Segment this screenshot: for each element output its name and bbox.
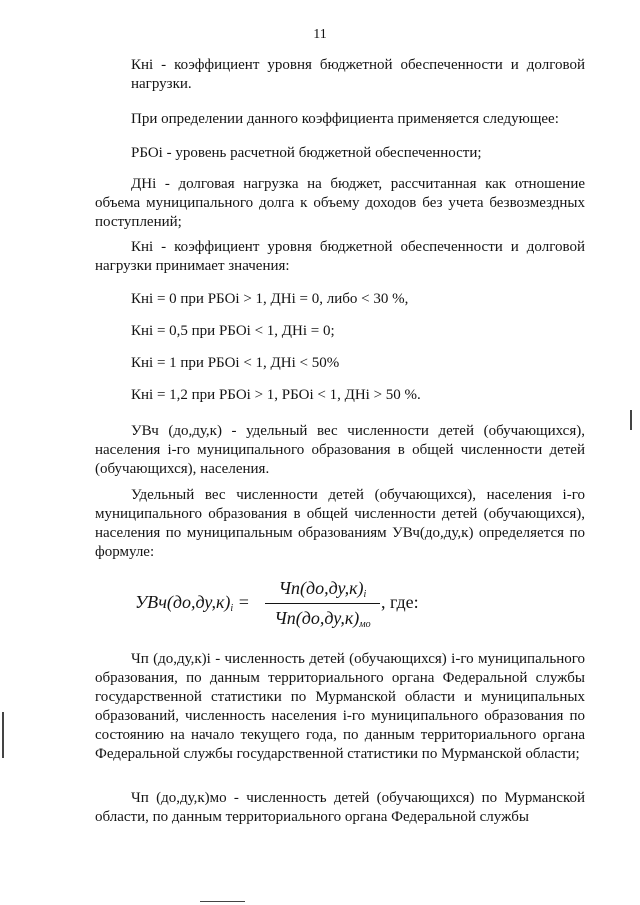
- scan-edge-mark: [630, 410, 632, 430]
- paragraph-uvch-definition: УВч (до,ду,к) - удельный вес численности детей (обучающихся), населения i-го муниципального образования в общей численности детей (обучающихся), населения.: [95, 423, 585, 477]
- paragraph-chp-mo-definition: Чп (до,ду,к)мо - численность детей (обучающихся) по Мурманской области, по данным территориального органа Федеральной службы: [95, 790, 585, 825]
- formula-numerator: $Чп(до,ду,к)_i$: [278, 578, 367, 600]
- condition-line-3: Кнi = 1 при РБОi < 1, ДНi < 50%: [131, 355, 340, 371]
- paragraph-chp-i-definition: Чп (до,ду,к)i - численность детей (обучающихся) i-го муниципального образования, по данным территориального органа Федеральной службы государственной статистики по Мурманской области и муниципальных образований, численность населения i-го муниципального образования по состоянию на начало текущего года, по данным территориального органа Федеральной службы государственной статистики по Мурманской области;: [95, 651, 585, 762]
- scan-edge-mark: [2, 712, 4, 758]
- condition-line-2: Кнi = 0,5 при РБОi < 1, ДНi = 0;: [131, 323, 335, 339]
- formula-tail: , где:: [381, 592, 419, 612]
- formula-lhs: $УВч(до,ду,к)_i$ =: [135, 592, 250, 614]
- paragraph-coefficient-intro: При определении данного коэффициента применяется следующее:: [131, 111, 559, 127]
- page-number: 11: [313, 27, 327, 42]
- scan-bottom-line: [200, 901, 245, 902]
- paragraph-uvch-formula-intro: Удельный вес численности детей (обучающихся), населения i-го муниципального образования в общей численности детей (обучающихся), населения по муниципальным образованиям УВч(до,ду,к) определяется по формуле:: [95, 487, 585, 560]
- condition-line-4: Кнi = 1,2 при РБОi > 1, РБОi < 1, ДНi > 50 %.: [131, 387, 421, 403]
- condition-line-1: Кнi = 0 при РБОi > 1, ДНi = 0, либо < 30 %,: [131, 291, 409, 307]
- uvch-formula: [135, 575, 435, 635]
- formula-fraction: [265, 575, 380, 632]
- paragraph-kn-definition: Кнi - коэффициент уровня бюджетной обеспеченности и долговой нагрузки.: [131, 57, 585, 92]
- paragraph-dn-definition: ДНi - долговая нагрузка на бюджет, рассчитанная как отношение объема муниципального долга к объему доходов без учета безвозмездных поступлений;: [95, 176, 585, 230]
- formula-denominator: $Чп(до,ду,к)_{мо}$: [274, 608, 371, 630]
- paragraph-rbo-definition: РБОi - уровень расчетной бюджетной обеспеченности;: [131, 145, 482, 161]
- fraction-bar: [265, 603, 380, 604]
- paragraph-kn-values-intro: Кнi - коэффициент уровня бюджетной обеспеченности и долговой нагрузки принимает значения:: [95, 239, 585, 274]
